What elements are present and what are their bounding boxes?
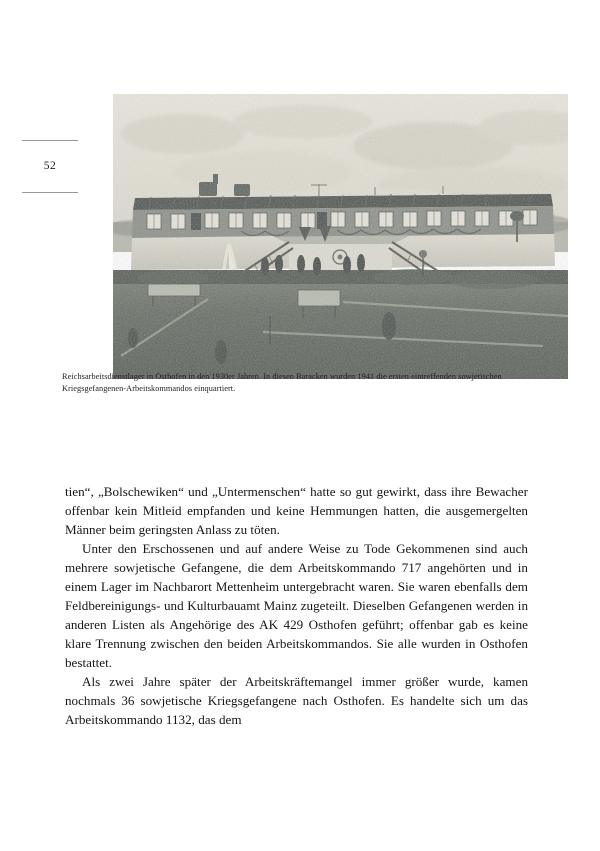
paragraph: Als zwei Jahre später der Arbeitskräftemangel immer größer wurde, kamen nochmals 36 sowjetische Kriegsgefangene nach Osthofen. Es handelte sich um das Arbeitskommando 1132, das dem [65,674,528,727]
figure-photograph [113,94,568,379]
body-text-column [65,482,528,729]
paragraph: tien“, „Bolschewiken“ und „Untermenschen“ hatte so gut gewirkt, dass ihre Bewacher offenbar kein Mitleid empfanden und keine Hemmungen hatten, die ausgemergelten Männer beim geringsten Anlass zu töten. [65,484,528,537]
page-folio [22,140,78,193]
page-number: 52 [43,160,57,172]
folio-rule-bottom [22,192,78,193]
reichsarbeitsdienstlager-photo [113,94,568,379]
paragraph: Unter den Erschossenen und auf andere Weise zu Tode Gekommenen sind auch mehrere sowjetische Gefangene, die dem Arbeitskommando 717 angehörten und in einem Lager im Nachbarort Mettenheim untergebracht waren. Sie waren ebenfalls dem Feldbereinigungs- und Kulturbauamt Mainz zugeteilt. Dieselben Gefangenen werden in anderen Listen als Angehörige des AK 429 Osthofen geführt; offenbar gab es keine klare Trennung zwischen den beiden Arbeitskommandos. Sie alle wurden in Osthofen bestattet. [65,541,528,670]
figure-caption: Reichsarbeitsdienstlager in Osthofen in den 1930er Jahren. In diesen Baracken wurden 1941 die ersten eintreffenden sowjetischen Kriegsgefangenen-Arbeitskommandos einquartiert. [62,372,502,393]
